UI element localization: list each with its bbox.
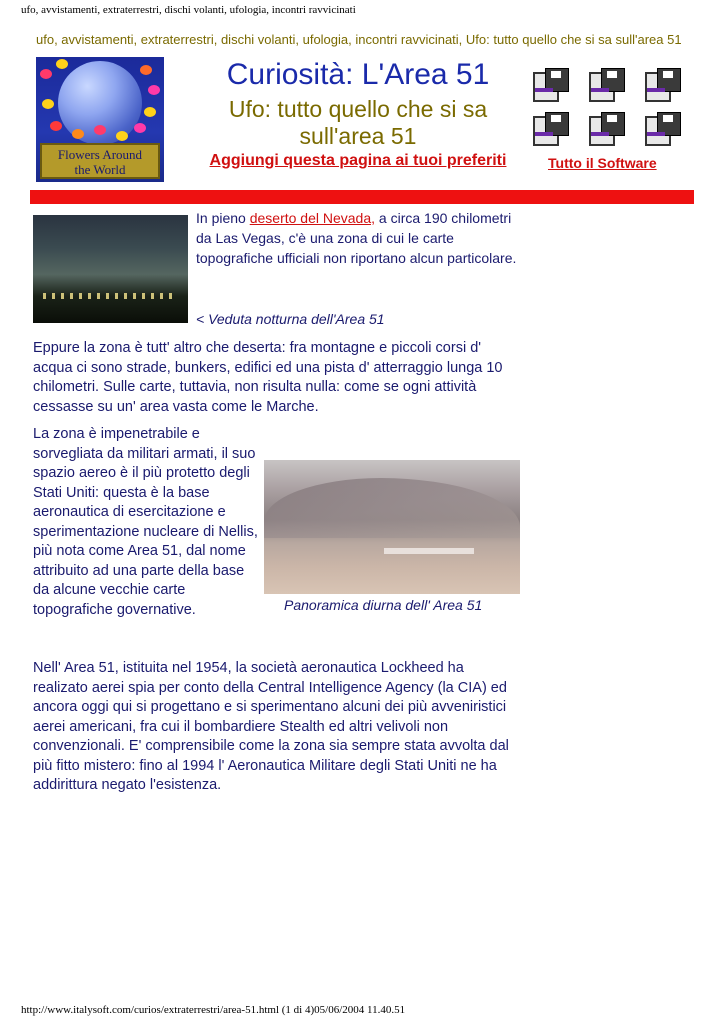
software-installer-icon[interactable] [531, 112, 567, 150]
area51-day-photo [264, 460, 520, 594]
print-header: ufo, avvistamenti, extraterrestri, dischi volanti, ufologia, incontri ravvicinati [21, 4, 356, 16]
area51-night-photo [33, 215, 188, 323]
flower-icon [72, 129, 84, 139]
flower-icon [144, 107, 156, 117]
flower-icon [94, 125, 106, 135]
intro-paragraph: In pieno deserto del Nevada, a circa 190 chilometri da Las Vegas, c'è una zona di cui le carte topografiche ufficiali non riportano alcun particolare. [196, 210, 517, 266]
logo-plaque [40, 143, 160, 179]
software-installer-icon[interactable] [643, 68, 679, 106]
flower-icon [42, 99, 54, 109]
page-title: Curiosità: L'Area 51 [226, 58, 490, 91]
flower-icon [134, 123, 146, 133]
paragraph-1: Eppure la zona è tutt' altro che deserta: fra montagne e piccoli corsi d' acqua ci sono strade, bunkers, edifici ed una pista d' atterraggio lunga 10 chilometri. Sulle carte, tuttavia, non risulta nulla: come se ogni attività cessasse su un' area vasta come le Marche. [33, 340, 503, 415]
flower-icon [116, 131, 128, 141]
software-installer-icon[interactable] [643, 112, 679, 150]
logo-text-line2: the World [74, 162, 126, 177]
flower-icon [140, 65, 152, 75]
logo-text-line1: Flowers Around [57, 147, 143, 162]
red-divider [30, 190, 694, 204]
night-photo-caption: < Veduta notturna dell'Area 51 [196, 311, 385, 327]
page-tagline: ufo, avvistamenti, extraterrestri, dischi volanti, ufologia, incontri ravvicinati, Ufo: tutto quello che si sa sull'area 51 [36, 32, 682, 47]
add-to-favorites-link[interactable]: Aggiungi questa pagina ai tuoi preferiti [209, 152, 507, 169]
software-installer-icon[interactable] [531, 68, 567, 106]
page-subtitle [190, 96, 526, 150]
all-software-link[interactable]: Tutto il Software [548, 155, 657, 171]
paragraph-3: Nell' Area 51, istituita nel 1954, la società aeronautica Lockheed ha realizato aerei spia per conto della Central Intelligence Agency (la CIA) ed ancora oggi qui si progettano e si sperimentano alcuni dei più avveniristici aerei americani, fra cui il bombardiere Stealth ed altri velivoli non convenzionali. E' comprensibile come la zona sia sempre stata avvolta dal più fitto mistero: fino al 1994 l' Aeronautica Militare degli Stati Uniti ne ha addirittura negato l'esistenza. [33, 660, 509, 793]
subtitle-line2: sull'area 51 [299, 123, 417, 149]
print-footer: http://www.italysoft.com/curios/extraterrestri/area-51.html (1 di 4)05/06/2004 11.40.51 [21, 1004, 406, 1016]
flowers-around-the-world-logo[interactable] [36, 57, 164, 182]
software-installer-icon[interactable] [587, 68, 623, 106]
flower-icon [148, 85, 160, 95]
flower-icon [40, 69, 52, 79]
flower-icon [56, 59, 68, 69]
day-photo-caption: Panoramica diurna dell' Area 51 [284, 597, 483, 613]
flower-icon [50, 121, 62, 131]
paragraph-2: La zona è impenetrabile e sorvegliata da militari armati, il suo spazio aereo è il più protetto degli Stati Uniti: questa è la base aeronautica di esercitazione e sperimentazione nucleare di Nellis, più nota come Area 51, dal nome attribuito ad una parte della base da alcune vecchie carte topografiche governative. [33, 426, 258, 618]
nevada-desert-link[interactable]: deserto del Nevada, [249, 210, 376, 226]
software-installer-icon[interactable] [587, 112, 623, 150]
subtitle-line1: Ufo: tutto quello che si sa [228, 96, 488, 122]
